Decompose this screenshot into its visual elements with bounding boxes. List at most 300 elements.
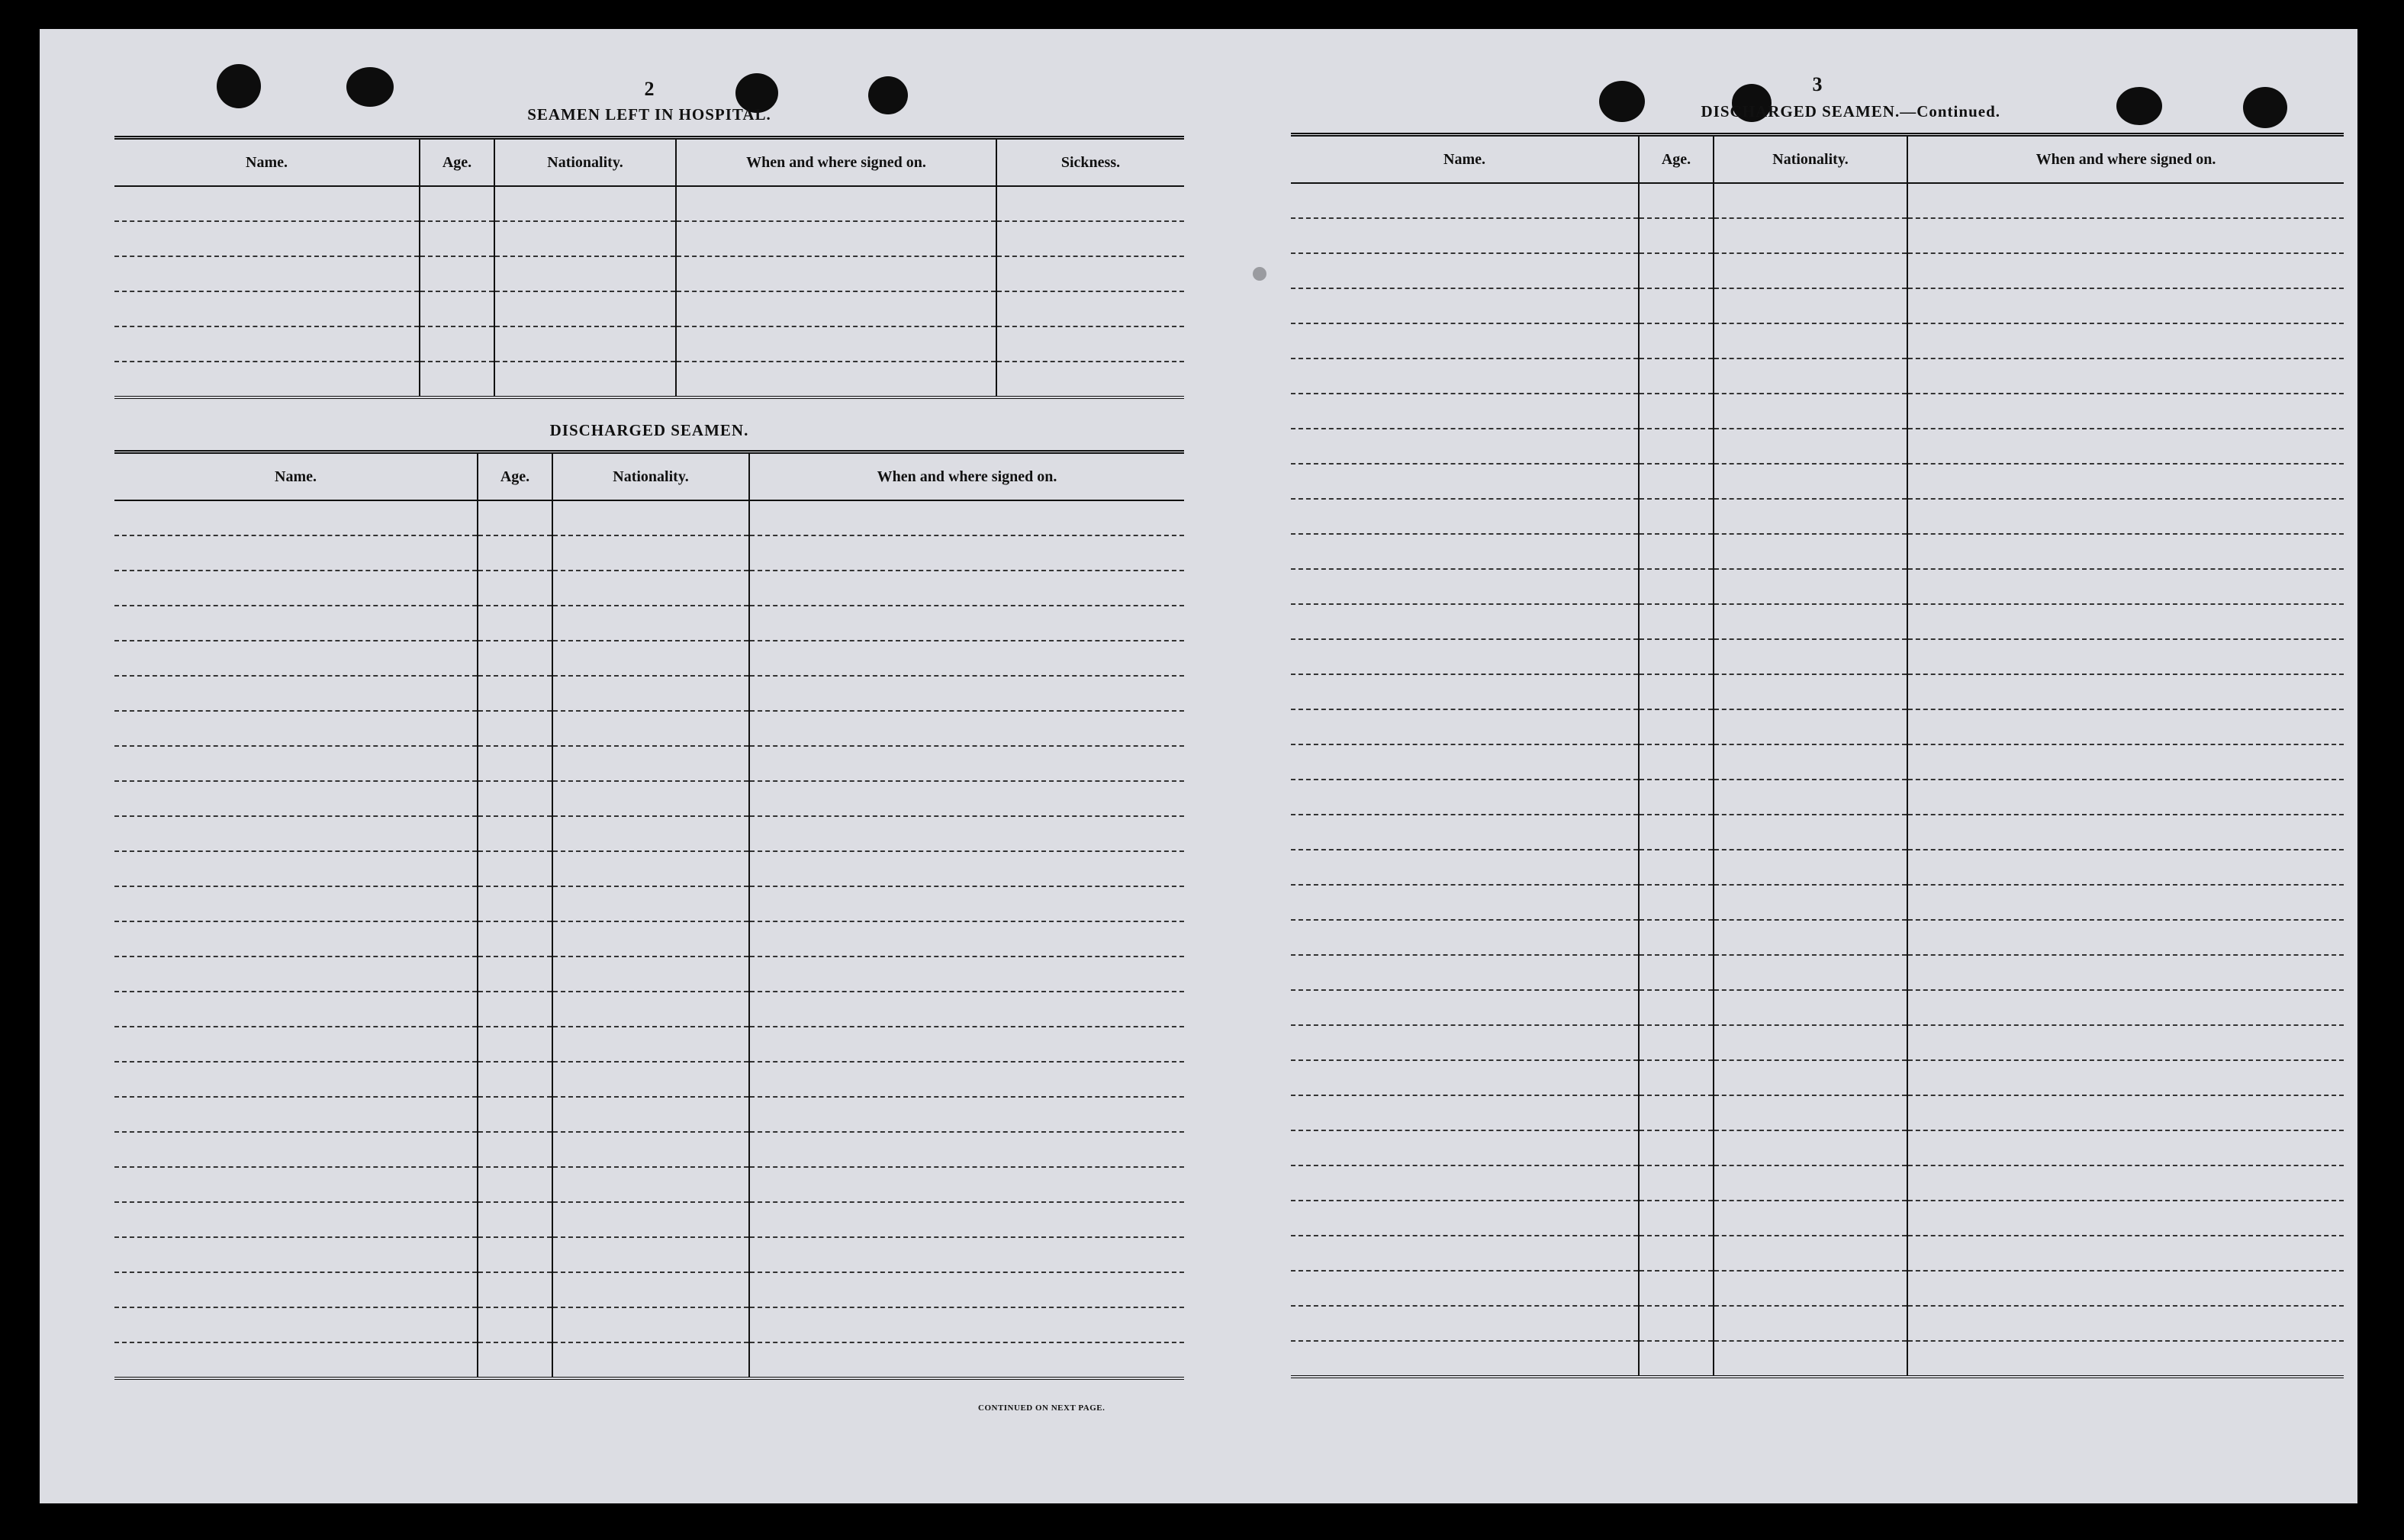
signed-on-cell[interactable]: [676, 221, 996, 256]
signed-on-cell[interactable]: [749, 1027, 1184, 1062]
name-cell[interactable]: [114, 571, 478, 606]
signed-on-cell[interactable]: [1907, 990, 2344, 1025]
name-cell[interactable]: [1291, 604, 1639, 639]
signed-on-cell[interactable]: [1907, 1025, 2344, 1060]
nationality-cell[interactable]: [1714, 744, 1907, 780]
signed-on-cell[interactable]: [1907, 1165, 2344, 1201]
signed-on-cell[interactable]: [1907, 394, 2344, 429]
nationality-cell[interactable]: [552, 1097, 749, 1132]
name-cell[interactable]: [1291, 955, 1639, 990]
age-cell[interactable]: [1639, 323, 1714, 358]
nationality-cell[interactable]: [494, 186, 676, 221]
signed-on-cell[interactable]: [749, 676, 1184, 711]
age-cell[interactable]: [478, 1202, 552, 1237]
age-cell[interactable]: [478, 1307, 552, 1342]
signed-on-cell[interactable]: [749, 571, 1184, 606]
name-cell[interactable]: [1291, 744, 1639, 780]
table-row: [114, 606, 1184, 641]
age-cell[interactable]: [478, 921, 552, 956]
signed-on-cell[interactable]: [749, 1167, 1184, 1202]
signed-on-cell[interactable]: [1907, 604, 2344, 639]
age-cell[interactable]: [1639, 780, 1714, 815]
signed-on-cell[interactable]: [1907, 1306, 2344, 1341]
table-row: [114, 676, 1184, 711]
signed-on-cell[interactable]: [1907, 1201, 2344, 1236]
age-cell[interactable]: [1639, 1095, 1714, 1130]
sickness-cell[interactable]: [996, 186, 1184, 221]
name-cell[interactable]: [114, 1027, 478, 1062]
nationality-cell[interactable]: [1714, 569, 1907, 604]
age-cell[interactable]: [420, 326, 494, 362]
nationality-cell[interactable]: [1714, 920, 1907, 955]
nationality-cell[interactable]: [1714, 1165, 1907, 1201]
nationality-cell[interactable]: [1714, 1271, 1907, 1306]
nationality-cell[interactable]: [494, 221, 676, 256]
age-cell[interactable]: [478, 781, 552, 816]
signed-on-cell[interactable]: [1907, 1095, 2344, 1130]
nationality-cell[interactable]: [494, 291, 676, 326]
nationality-cell[interactable]: [1714, 1130, 1907, 1165]
age-cell[interactable]: [478, 571, 552, 606]
signed-on-cell[interactable]: [749, 711, 1184, 746]
name-cell[interactable]: [114, 256, 420, 291]
name-cell[interactable]: [114, 641, 478, 676]
age-cell[interactable]: [1639, 1130, 1714, 1165]
age-cell[interactable]: [1639, 955, 1714, 990]
name-cell[interactable]: [1291, 1341, 1639, 1377]
signed-on-cell[interactable]: [1907, 674, 2344, 709]
nationality-cell[interactable]: [552, 641, 749, 676]
nationality-cell[interactable]: [552, 886, 749, 921]
table-row: [1291, 1271, 2344, 1306]
nationality-cell[interactable]: [1714, 955, 1907, 990]
nationality-cell[interactable]: [1714, 288, 1907, 323]
table-row: [114, 746, 1184, 781]
age-cell[interactable]: [420, 362, 494, 397]
age-cell[interactable]: [1639, 639, 1714, 674]
nationality-cell[interactable]: [552, 571, 749, 606]
table-row: [114, 1167, 1184, 1202]
nationality-cell[interactable]: [1714, 323, 1907, 358]
name-cell[interactable]: [114, 1167, 478, 1202]
name-cell[interactable]: [1291, 815, 1639, 850]
table-header-row: [114, 138, 1184, 187]
column-header-nationality: Nationality.: [552, 452, 749, 501]
age-cell[interactable]: [478, 1237, 552, 1272]
name-cell[interactable]: [114, 886, 478, 921]
signed-on-cell[interactable]: [1907, 920, 2344, 955]
name-cell[interactable]: [114, 746, 478, 781]
signed-on-cell[interactable]: [1907, 183, 2344, 218]
signed-on-cell[interactable]: [1907, 534, 2344, 569]
age-cell[interactable]: [478, 886, 552, 921]
age-cell[interactable]: [478, 956, 552, 992]
age-cell[interactable]: [478, 816, 552, 851]
name-cell[interactable]: [114, 711, 478, 746]
nationality-cell[interactable]: [1714, 709, 1907, 744]
name-cell[interactable]: [114, 1132, 478, 1167]
nationality-cell[interactable]: [552, 992, 749, 1027]
signed-on-cell[interactable]: [749, 1272, 1184, 1307]
signed-on-cell[interactable]: [1907, 253, 2344, 288]
nationality-cell[interactable]: [552, 1132, 749, 1167]
signed-on-cell[interactable]: [749, 1097, 1184, 1132]
nationality-cell[interactable]: [1714, 1095, 1907, 1130]
nationality-cell[interactable]: [1714, 850, 1907, 885]
table-row: [1291, 1236, 2344, 1271]
nationality-cell[interactable]: [552, 1167, 749, 1202]
age-cell[interactable]: [1639, 604, 1714, 639]
age-cell[interactable]: [478, 500, 552, 535]
name-cell[interactable]: [1291, 218, 1639, 253]
nationality-cell[interactable]: [552, 1307, 749, 1342]
age-cell[interactable]: [1639, 534, 1714, 569]
name-cell[interactable]: [1291, 639, 1639, 674]
table-row: [114, 1132, 1184, 1167]
signed-on-cell[interactable]: [676, 186, 996, 221]
name-cell[interactable]: [1291, 499, 1639, 534]
signed-on-cell[interactable]: [749, 606, 1184, 641]
age-cell[interactable]: [1639, 429, 1714, 464]
signed-on-cell[interactable]: [676, 291, 996, 326]
nationality-cell[interactable]: [552, 711, 749, 746]
signed-on-cell[interactable]: [1907, 569, 2344, 604]
age-cell[interactable]: [478, 711, 552, 746]
age-cell[interactable]: [478, 1272, 552, 1307]
signed-on-cell[interactable]: [1907, 1236, 2344, 1271]
name-cell[interactable]: [114, 326, 420, 362]
signed-on-cell[interactable]: [1907, 780, 2344, 815]
table-row: [114, 641, 1184, 676]
table-row: [1291, 744, 2344, 780]
age-cell[interactable]: [478, 641, 552, 676]
signed-on-cell[interactable]: [676, 256, 996, 291]
table-row: [1291, 815, 2344, 850]
column-header-name: Name.: [1291, 135, 1639, 184]
nationality-cell[interactable]: [1714, 1341, 1907, 1377]
name-cell[interactable]: [1291, 394, 1639, 429]
age-cell[interactable]: [1639, 990, 1714, 1025]
table-row: [1291, 1165, 2344, 1201]
table-header-row: [1291, 135, 2344, 184]
nationality-cell[interactable]: [1714, 1201, 1907, 1236]
name-cell[interactable]: [1291, 323, 1639, 358]
name-cell[interactable]: [1291, 674, 1639, 709]
signed-on-cell[interactable]: [1907, 1060, 2344, 1095]
age-cell[interactable]: [478, 1062, 552, 1097]
nationality-cell[interactable]: [1714, 1060, 1907, 1095]
signed-on-cell[interactable]: [1907, 288, 2344, 323]
nationality-cell[interactable]: [1714, 253, 1907, 288]
age-cell[interactable]: [478, 992, 552, 1027]
table-row: [114, 535, 1184, 571]
column-header-nationality: Nationality.: [1714, 135, 1907, 184]
signed-on-cell[interactable]: [749, 1202, 1184, 1237]
signed-on-cell[interactable]: [749, 500, 1184, 535]
name-cell[interactable]: [1291, 288, 1639, 323]
name-cell[interactable]: [1291, 780, 1639, 815]
name-cell[interactable]: [1291, 885, 1639, 920]
age-cell[interactable]: [478, 1167, 552, 1202]
signed-on-cell[interactable]: [1907, 709, 2344, 744]
age-cell[interactable]: [478, 1132, 552, 1167]
signed-on-cell[interactable]: [749, 1307, 1184, 1342]
name-cell[interactable]: [114, 676, 478, 711]
name-cell[interactable]: [114, 816, 478, 851]
nationality-cell[interactable]: [1714, 534, 1907, 569]
name-cell[interactable]: [114, 500, 478, 535]
table-header-row: [114, 452, 1184, 501]
name-cell[interactable]: [1291, 1095, 1639, 1130]
name-cell[interactable]: [114, 606, 478, 641]
sickness-cell[interactable]: [996, 291, 1184, 326]
age-cell[interactable]: [1639, 744, 1714, 780]
age-cell[interactable]: [1639, 815, 1714, 850]
age-cell[interactable]: [1639, 1341, 1714, 1377]
nationality-cell[interactable]: [1714, 639, 1907, 674]
age-cell[interactable]: [1639, 183, 1714, 218]
age-cell[interactable]: [1639, 1060, 1714, 1095]
nationality-cell[interactable]: [1714, 464, 1907, 499]
nationality-cell[interactable]: [1714, 499, 1907, 534]
signed-on-cell[interactable]: [749, 992, 1184, 1027]
nationality-cell[interactable]: [1714, 218, 1907, 253]
name-cell[interactable]: [1291, 1201, 1639, 1236]
signed-on-cell[interactable]: [1907, 815, 2344, 850]
signed-on-cell[interactable]: [1907, 358, 2344, 394]
age-cell[interactable]: [1639, 674, 1714, 709]
nationality-cell[interactable]: [552, 1237, 749, 1272]
sickness-cell[interactable]: [996, 256, 1184, 291]
nationality-cell[interactable]: [1714, 815, 1907, 850]
name-cell[interactable]: [114, 1202, 478, 1237]
nationality-cell[interactable]: [552, 606, 749, 641]
form-sheet: [40, 29, 2357, 1503]
signed-on-cell[interactable]: [1907, 1271, 2344, 1306]
signed-on-cell[interactable]: [749, 1062, 1184, 1097]
name-cell[interactable]: [1291, 358, 1639, 394]
age-cell[interactable]: [1639, 288, 1714, 323]
signed-on-cell[interactable]: [749, 1237, 1184, 1272]
age-cell[interactable]: [420, 256, 494, 291]
age-cell[interactable]: [1639, 218, 1714, 253]
nationality-cell[interactable]: [552, 921, 749, 956]
name-cell[interactable]: [1291, 1306, 1639, 1341]
name-cell[interactable]: [114, 1097, 478, 1132]
nationality-cell[interactable]: [1714, 780, 1907, 815]
age-cell[interactable]: [1639, 920, 1714, 955]
age-cell[interactable]: [1639, 394, 1714, 429]
signed-on-cell[interactable]: [749, 956, 1184, 992]
nationality-cell[interactable]: [552, 500, 749, 535]
age-cell[interactable]: [1639, 464, 1714, 499]
table-row: [1291, 534, 2344, 569]
age-cell[interactable]: [420, 186, 494, 221]
age-cell[interactable]: [1639, 569, 1714, 604]
age-cell[interactable]: [478, 606, 552, 641]
signed-on-cell[interactable]: [1907, 323, 2344, 358]
name-cell[interactable]: [1291, 1025, 1639, 1060]
nationality-cell[interactable]: [1714, 358, 1907, 394]
signed-on-cell[interactable]: [749, 1132, 1184, 1167]
nationality-cell[interactable]: [552, 535, 749, 571]
name-cell[interactable]: [1291, 850, 1639, 885]
nationality-cell[interactable]: [1714, 674, 1907, 709]
age-cell[interactable]: [478, 676, 552, 711]
nationality-cell[interactable]: [552, 956, 749, 992]
age-cell[interactable]: [1639, 885, 1714, 920]
nationality-cell[interactable]: [552, 1027, 749, 1062]
name-cell[interactable]: [114, 1342, 478, 1378]
signed-on-cell[interactable]: [1907, 850, 2344, 885]
age-cell[interactable]: [1639, 1306, 1714, 1341]
age-cell[interactable]: [1639, 1271, 1714, 1306]
age-cell[interactable]: [1639, 1025, 1714, 1060]
age-cell[interactable]: [1639, 850, 1714, 885]
table-row: [114, 1202, 1184, 1237]
nationality-cell[interactable]: [552, 1272, 749, 1307]
signed-on-cell[interactable]: [1907, 464, 2344, 499]
age-cell[interactable]: [478, 746, 552, 781]
age-cell[interactable]: [478, 1097, 552, 1132]
signed-on-cell[interactable]: [1907, 218, 2344, 253]
table-row: [114, 1027, 1184, 1062]
signed-on-cell[interactable]: [1907, 1341, 2344, 1377]
age-cell[interactable]: [420, 221, 494, 256]
name-cell[interactable]: [114, 1062, 478, 1097]
table-row: [1291, 1341, 2344, 1377]
signed-on-cell[interactable]: [749, 816, 1184, 851]
nationality-cell[interactable]: [494, 256, 676, 291]
name-cell[interactable]: [1291, 1130, 1639, 1165]
nationality-cell[interactable]: [1714, 1306, 1907, 1341]
name-cell[interactable]: [1291, 990, 1639, 1025]
signed-on-cell[interactable]: [749, 851, 1184, 886]
nationality-cell[interactable]: [552, 746, 749, 781]
column-header-signed-on: When and where signed on.: [749, 452, 1184, 501]
name-cell[interactable]: [114, 1237, 478, 1272]
signed-on-cell[interactable]: [676, 362, 996, 397]
signed-on-cell[interactable]: [1907, 1130, 2344, 1165]
age-cell[interactable]: [1639, 1236, 1714, 1271]
name-cell[interactable]: [1291, 1271, 1639, 1306]
name-cell[interactable]: [1291, 709, 1639, 744]
nationality-cell[interactable]: [552, 676, 749, 711]
sickness-cell[interactable]: [996, 326, 1184, 362]
table-row: [1291, 1060, 2344, 1095]
nationality-cell[interactable]: [494, 362, 676, 397]
signed-on-cell[interactable]: [749, 921, 1184, 956]
age-cell[interactable]: [1639, 499, 1714, 534]
nationality-cell[interactable]: [1714, 1025, 1907, 1060]
signed-on-cell[interactable]: [749, 1342, 1184, 1378]
table-row: [1291, 885, 2344, 920]
age-cell[interactable]: [478, 851, 552, 886]
age-cell[interactable]: [1639, 358, 1714, 394]
table-row: [1291, 218, 2344, 253]
name-cell[interactable]: [1291, 253, 1639, 288]
signed-on-cell[interactable]: [1907, 744, 2344, 780]
name-cell[interactable]: [114, 1307, 478, 1342]
nationality-cell[interactable]: [1714, 429, 1907, 464]
name-cell[interactable]: [114, 291, 420, 326]
signed-on-cell[interactable]: [1907, 639, 2344, 674]
name-cell[interactable]: [1291, 429, 1639, 464]
name-cell[interactable]: [1291, 1060, 1639, 1095]
name-cell[interactable]: [1291, 183, 1639, 218]
age-cell[interactable]: [1639, 709, 1714, 744]
age-cell[interactable]: [478, 1342, 552, 1378]
name-cell[interactable]: [1291, 920, 1639, 955]
signed-on-cell[interactable]: [1907, 955, 2344, 990]
age-cell[interactable]: [478, 1027, 552, 1062]
name-cell[interactable]: [114, 781, 478, 816]
signed-on-cell[interactable]: [749, 781, 1184, 816]
nationality-cell[interactable]: [1714, 604, 1907, 639]
nationality-cell[interactable]: [552, 851, 749, 886]
nationality-cell[interactable]: [552, 781, 749, 816]
sickness-cell[interactable]: [996, 221, 1184, 256]
signed-on-cell[interactable]: [1907, 429, 2344, 464]
name-cell[interactable]: [114, 851, 478, 886]
table-row: [114, 221, 1184, 256]
nationality-cell[interactable]: [552, 1342, 749, 1378]
age-cell[interactable]: [1639, 1201, 1714, 1236]
name-cell[interactable]: [1291, 1165, 1639, 1201]
signed-on-cell[interactable]: [1907, 499, 2344, 534]
nationality-cell[interactable]: [1714, 1236, 1907, 1271]
name-cell[interactable]: [114, 535, 478, 571]
sickness-cell[interactable]: [996, 362, 1184, 397]
age-cell[interactable]: [1639, 1165, 1714, 1201]
table-row: [114, 500, 1184, 535]
table-row: [1291, 253, 2344, 288]
nationality-cell[interactable]: [552, 1062, 749, 1097]
name-cell[interactable]: [114, 992, 478, 1027]
name-cell[interactable]: [1291, 464, 1639, 499]
table-row: [1291, 850, 2344, 885]
nationality-cell[interactable]: [1714, 183, 1907, 218]
name-cell[interactable]: [114, 186, 420, 221]
table-row: [114, 851, 1184, 886]
nationality-cell[interactable]: [552, 1202, 749, 1237]
name-cell[interactable]: [1291, 1236, 1639, 1271]
name-cell[interactable]: [1291, 534, 1639, 569]
nationality-cell[interactable]: [552, 816, 749, 851]
name-cell[interactable]: [1291, 569, 1639, 604]
name-cell[interactable]: [114, 956, 478, 992]
name-cell[interactable]: [114, 221, 420, 256]
table-row: [1291, 499, 2344, 534]
nationality-cell[interactable]: [1714, 990, 1907, 1025]
signed-on-cell[interactable]: [1907, 885, 2344, 920]
signed-on-cell[interactable]: [749, 886, 1184, 921]
name-cell[interactable]: [114, 921, 478, 956]
age-cell[interactable]: [420, 291, 494, 326]
signed-on-cell[interactable]: [749, 535, 1184, 571]
table-row: [1291, 920, 2344, 955]
nationality-cell[interactable]: [494, 326, 676, 362]
name-cell[interactable]: [114, 1272, 478, 1307]
nationality-cell[interactable]: [1714, 394, 1907, 429]
age-cell[interactable]: [1639, 253, 1714, 288]
age-cell[interactable]: [478, 535, 552, 571]
signed-on-cell[interactable]: [749, 641, 1184, 676]
signed-on-cell[interactable]: [676, 326, 996, 362]
nationality-cell[interactable]: [1714, 885, 1907, 920]
signed-on-cell[interactable]: [749, 746, 1184, 781]
name-cell[interactable]: [114, 362, 420, 397]
